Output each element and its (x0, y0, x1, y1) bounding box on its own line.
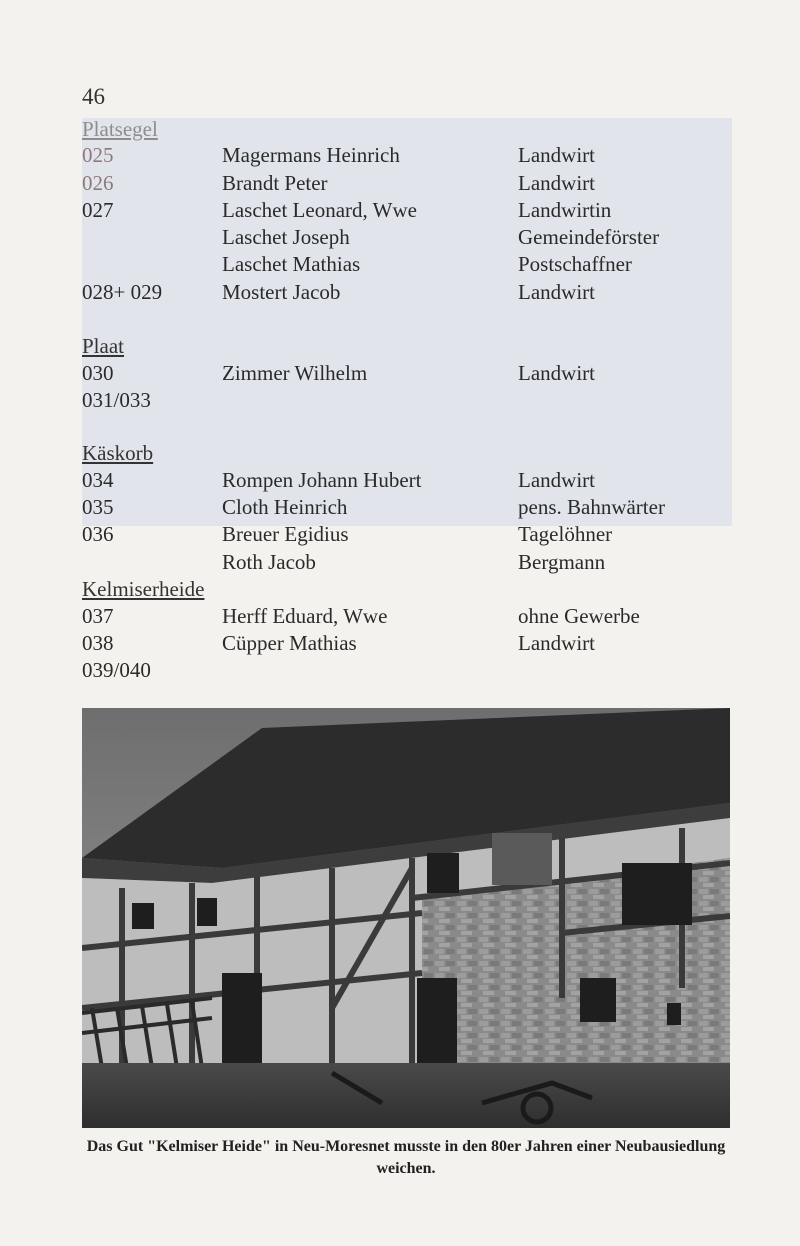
house-number: 039/040 (82, 658, 151, 682)
table-row (0, 495, 800, 523)
table-row (0, 522, 800, 550)
occupation: Bergmann (518, 550, 606, 574)
house-number: 031/033 (82, 388, 151, 412)
resident-name: Herff Eduard, Wwe (222, 604, 388, 628)
house-number: 035 (82, 495, 114, 519)
occupation: Landwirt (518, 280, 595, 304)
table-row (0, 361, 800, 389)
table-row (0, 550, 800, 578)
section-heading-platsegel: Platsegel (82, 117, 158, 141)
section-heading-kaeskorb: Käskorb (82, 441, 154, 465)
house-number: 034 (82, 468, 114, 492)
resident-name: Laschet Leonard, Wwe (222, 198, 417, 222)
house-number: 025 (82, 143, 114, 167)
table-row (0, 388, 800, 416)
occupation: Postschaffner (518, 252, 632, 276)
house-number: 030 (82, 361, 114, 385)
occupation: ohne Gewerbe (518, 604, 640, 628)
section-heading-kelmiserheide: Kelmiserheide (82, 577, 205, 601)
section-heading-plaat: Plaat (82, 334, 124, 358)
table-row (0, 225, 800, 253)
occupation: Landwirtin (518, 198, 612, 222)
resident-name: Rompen Johann Hubert (222, 468, 422, 492)
table-row (0, 658, 800, 686)
table-row (0, 604, 800, 632)
photo-caption: Das Gut "Kelmiser Heide" in Neu-Moresnet musste in den 80er Jahren einer Neubausiedlung weichen. (86, 1138, 726, 1177)
occupation: Landwirt (518, 143, 595, 167)
table-row (0, 468, 800, 496)
resident-name: Laschet Joseph (222, 225, 350, 249)
resident-name: Cloth Heinrich (222, 495, 348, 519)
occupation: Landwirt (518, 171, 595, 195)
occupation: Gemeindeförster (518, 225, 660, 249)
occupation: Landwirt (518, 631, 595, 655)
table-row (0, 252, 800, 280)
resident-name: Breuer Egidius (222, 522, 349, 546)
resident-name: Roth Jacob (222, 550, 316, 574)
table-row (0, 171, 800, 199)
resident-name: Mostert Jacob (222, 280, 341, 304)
table-row (0, 198, 800, 226)
page-number: 46 (82, 84, 105, 109)
farm-building-photo (82, 708, 730, 1128)
house-number: 036 (82, 522, 114, 546)
resident-name: Magermans Heinrich (222, 143, 400, 167)
house-number: 038 (82, 631, 114, 655)
occupation: Landwirt (518, 361, 595, 385)
occupation: Landwirt (518, 468, 595, 492)
house-number: 027 (82, 198, 114, 222)
house-number: 037 (82, 604, 114, 628)
table-row (0, 280, 800, 308)
occupation: Tagelöhner (518, 522, 613, 546)
resident-name: Cüpper Mathias (222, 631, 357, 655)
resident-name: Laschet Mathias (222, 252, 361, 276)
resident-name: Zimmer Wilhelm (222, 361, 368, 385)
house-number: 028+ 029 (82, 280, 163, 304)
occupation: pens. Bahnwärter (518, 495, 665, 519)
table-row (0, 631, 800, 659)
table-row (0, 143, 800, 171)
resident-name: Brandt Peter (222, 171, 328, 195)
house-number: 026 (82, 171, 114, 195)
